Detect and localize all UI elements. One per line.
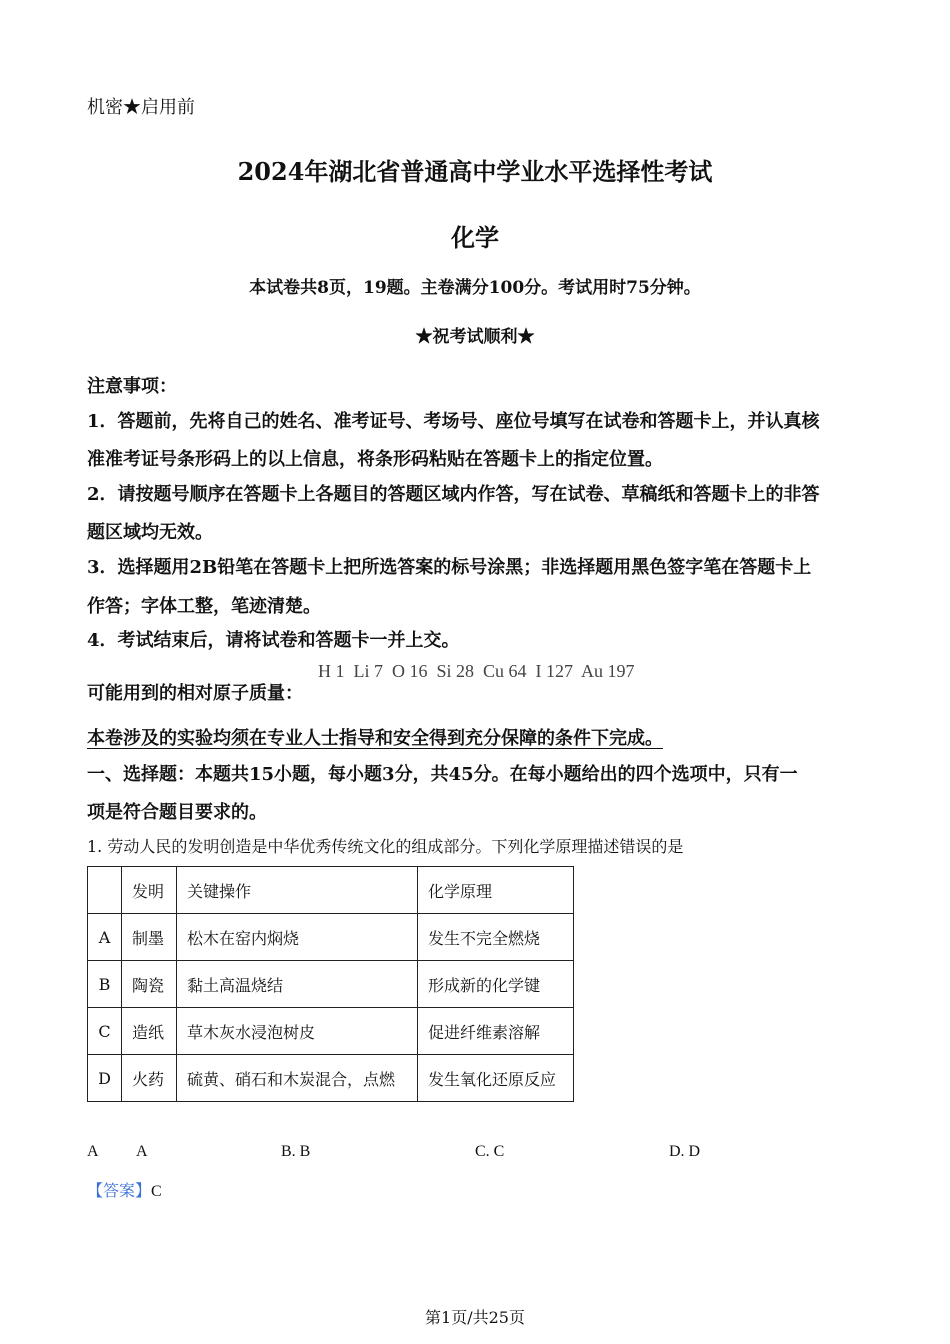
confidential-label: 机密★启用前 xyxy=(87,97,195,118)
answer-line xyxy=(87,1178,162,1201)
notice-line: 2．请按题号顺序在答题卡上各题目的答题区域内作答，写在试卷、草稿纸和答题卡上的非答 xyxy=(87,484,820,505)
table-cell: A xyxy=(88,914,122,961)
table-cell: 草木灰水浸泡树皮 xyxy=(177,1008,418,1055)
notice-line: 3．选择题用2B铅笔在答题卡上把所选答案的标号涂黑；非选择题用黑色签字笔在答题卡上 xyxy=(87,557,812,578)
subject-title: 化学 xyxy=(451,223,499,252)
notice-line: 4．考试结束后，请将试卷和答题卡一并上交。 xyxy=(87,630,460,651)
table-cell: 形成新的化学键 xyxy=(418,961,574,1008)
table-header-row xyxy=(88,867,574,914)
question-table xyxy=(87,866,574,1102)
table-cell: D xyxy=(88,1055,122,1102)
table-cell: C xyxy=(88,1008,122,1055)
good-luck-wish: ★祝考试顺利★ xyxy=(415,327,535,347)
page-number: 第1页/共25页 xyxy=(425,1308,525,1327)
table-cell: B xyxy=(88,961,122,1008)
exam-title: 2024年湖北省普通高中学业水平选择性考试 xyxy=(237,157,713,186)
answer-tag: 【答案】 xyxy=(87,1181,152,1200)
notice-line: 准准考证号条形码上的以上信息，将条形码粘贴在答题卡上的指定位置。 xyxy=(87,449,663,470)
table-cell: 制墨 xyxy=(122,914,177,961)
notice-line: 1．答题前，先将自己的姓名、准考证号、考场号、座位号填写在试卷和答题卡上，并认真核 xyxy=(87,411,820,432)
table-cell: 松木在窑内焖烧 xyxy=(177,914,418,961)
table-cell: 硫黄、硝石和木炭混合，点燃 xyxy=(177,1055,418,1102)
option-marker: A xyxy=(87,1143,99,1160)
option-c: C. C xyxy=(475,1143,505,1160)
table-cell: 造纸 xyxy=(122,1008,177,1055)
option-b: B. B xyxy=(281,1143,311,1160)
table-cell: 发生不完全燃烧 xyxy=(418,914,574,961)
option-d: D. D xyxy=(669,1143,701,1160)
table-header-cell: 发明 xyxy=(122,867,177,914)
table-cell: 发生氧化还原反应 xyxy=(418,1055,574,1102)
option-a: A xyxy=(136,1143,148,1160)
answer-value: C xyxy=(151,1183,162,1200)
atomic-mass-label: 可能用到的相对原子质量： xyxy=(87,683,303,704)
table-cell: 陶瓷 xyxy=(122,961,177,1008)
notice-heading: 注意事项： xyxy=(87,376,177,397)
safety-note: 本卷涉及的实验均须在专业人士指导和安全得到充分保障的条件下完成。 xyxy=(87,728,663,749)
table-row xyxy=(88,1008,574,1055)
table-header-cell: 关键操作 xyxy=(177,867,418,914)
atomic-mass-values: H 1 Li 7 O 16 Si 28 Cu 64 I 127 Au 197 xyxy=(318,661,635,681)
section-heading: 一、选择题：本题共15小题，每小题3分，共45分。在每小题给出的四个选项中，只有一 xyxy=(87,764,798,785)
table-row xyxy=(88,961,574,1008)
table-cell xyxy=(88,867,122,914)
question-stem: 1. 劳动人民的发明创造是中华优秀传统文化的组成部分。下列化学原理描述错误的是 xyxy=(87,837,684,856)
table-cell: 火药 xyxy=(122,1055,177,1102)
table-cell: 促进纤维素溶解 xyxy=(418,1008,574,1055)
exam-intro: 本试卷共8页，19题。主卷满分100分。考试用时75分钟。 xyxy=(249,278,701,298)
table-row xyxy=(88,1055,574,1102)
table-cell: 黏土高温烧结 xyxy=(177,961,418,1008)
table-row xyxy=(88,914,574,961)
notice-line: 作答；字体工整，笔迹清楚。 xyxy=(87,596,321,617)
table-header-cell: 化学原理 xyxy=(418,867,574,914)
section-heading-cont: 项是符合题目要求的。 xyxy=(87,802,267,823)
notice-line: 题区域均无效。 xyxy=(87,522,213,543)
